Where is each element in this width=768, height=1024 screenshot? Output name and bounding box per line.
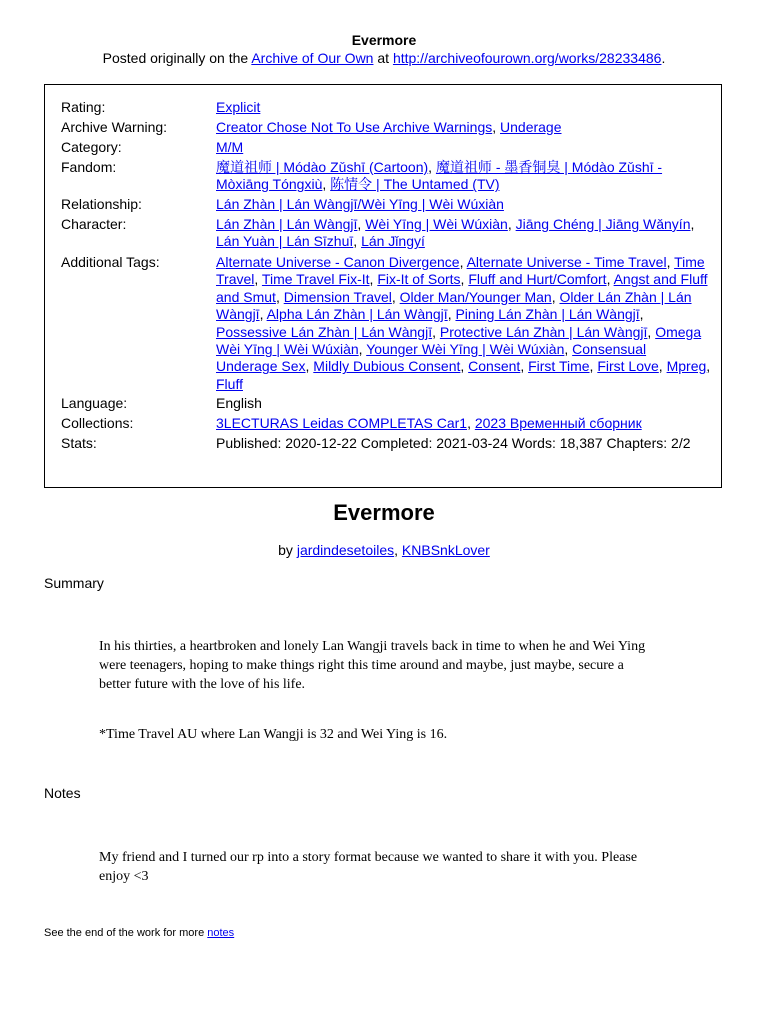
list-separator: , <box>394 542 402 558</box>
end-note <box>44 927 234 939</box>
tag-link[interactable]: Dimension Travel <box>283 288 392 305</box>
tag-link[interactable]: Jiāng Chéng | Jiāng Wǎnyín <box>515 216 691 232</box>
tag-link[interactable]: 魔道祖师 | Módào Zǔshī (Cartoon) <box>216 159 429 175</box>
end-note-text: See the end of the work for more <box>44 927 208 939</box>
list-separator: , <box>639 306 644 323</box>
stats-label: Stats: <box>61 435 97 451</box>
tag-link[interactable]: Older Lán Zhàn | Lán Wàngjī <box>216 288 692 323</box>
tags-label: Additional Tags: <box>61 254 160 270</box>
character-label: Character: <box>61 216 127 232</box>
list-separator: , <box>432 323 440 340</box>
work-metadata-box <box>44 84 722 488</box>
list-separator: , <box>706 358 711 375</box>
tag-link[interactable]: Angst and Fluff and Smut <box>216 271 708 305</box>
tag-link[interactable]: Consent <box>468 358 521 375</box>
category-value <box>216 139 711 156</box>
tag-link[interactable]: 陈情令 | The Untamed (TV) <box>330 176 500 193</box>
warning-label: Archive Warning: <box>61 119 168 135</box>
list-separator: , <box>305 358 314 375</box>
tag-link[interactable]: Older Man/Younger Man <box>399 288 552 305</box>
list-separator: , <box>589 358 598 375</box>
list-separator: , <box>322 176 331 193</box>
tag-link[interactable]: Time Travel <box>216 254 705 288</box>
notes-text <box>99 848 659 886</box>
list-separator: , <box>492 119 501 135</box>
tag-link[interactable]: Protective Lán Zhàn | Lán Wàngjī <box>439 323 648 340</box>
list-separator: , <box>358 341 367 358</box>
tag-link[interactable]: KNBSnkLover <box>401 542 490 558</box>
list-separator: , <box>369 271 378 288</box>
tag-link[interactable]: Wèi Yīng | Wèi Wúxiàn <box>365 216 508 232</box>
list-separator: , <box>254 271 262 288</box>
posted-end: . <box>661 50 666 66</box>
tag-link[interactable]: Creator Chose Not To Use Archive Warnings <box>216 119 493 135</box>
tag-link[interactable]: Lán Zhàn | Lán Wàngjī <box>216 216 358 232</box>
tag-link[interactable]: Explicit <box>216 99 261 115</box>
list-separator: , <box>428 159 436 175</box>
list-separator: , <box>353 233 362 250</box>
list-separator: , <box>391 288 400 305</box>
fandom-label: Fandom: <box>61 159 117 175</box>
collection-values <box>216 415 711 432</box>
warning-values <box>216 119 711 136</box>
posted-prefix: Posted originally on the <box>102 50 252 66</box>
language-label: Language: <box>61 395 128 411</box>
tag-link[interactable]: Omega Wèi Yīng | Wèi Wúxiàn <box>216 323 702 358</box>
tag-link[interactable]: 魔道祖师 - 墨香铜臭 | Módào Zǔshī - Mòxiāng Tóngxiù <box>216 159 663 193</box>
tag-link[interactable]: Alternate Universe - Time Travel <box>466 254 667 270</box>
work-url-link[interactable]: http://archiveofourown.org/works/28233486 <box>392 50 662 66</box>
tag-link[interactable]: Fluff <box>216 375 243 392</box>
category-label: Category: <box>61 139 122 155</box>
character-values <box>216 216 711 251</box>
list-separator: , <box>690 216 695 232</box>
stats-value: Published: 2020-12-22 Completed: 2021-03-24 Words: 18,387 Chapters: 2/2 <box>216 435 691 451</box>
list-separator: , <box>507 216 516 232</box>
tag-link[interactable]: Fluff and Hurt/Comfort <box>468 271 607 288</box>
summary-text <box>99 637 659 744</box>
work-title: Evermore <box>333 500 435 525</box>
tag-link[interactable]: Time Travel Fix-It <box>261 271 370 288</box>
list-separator: , <box>658 358 667 375</box>
tag-link[interactable]: Pining Lán Zhàn | Lán Wàngjī <box>455 306 640 323</box>
list-separator: , <box>259 306 267 323</box>
tag-link[interactable]: Lán Yuàn | Lán Sīzhuī <box>216 233 354 250</box>
tag-link[interactable]: Lán Zhàn | Lán Wàngjī/Wèi Yīng | Wèi Wúxiàn <box>216 196 504 212</box>
tag-link[interactable]: First Love <box>597 358 659 375</box>
tag-link[interactable]: Younger Wèi Yīng | Wèi Wúxiàn <box>366 341 565 358</box>
tag-values <box>216 254 711 393</box>
tag-link[interactable]: 2023 Временный сборник <box>474 415 642 431</box>
list-separator: , <box>460 358 469 375</box>
archive-link[interactable]: Archive of Our Own <box>251 50 374 66</box>
summary-heading: Summary <box>44 575 104 591</box>
tag-link[interactable]: M/M <box>216 139 244 155</box>
list-separator: , <box>459 254 467 270</box>
posted-line <box>0 50 768 66</box>
end-notes-link[interactable]: notes <box>207 927 235 939</box>
list-separator: , <box>460 271 469 288</box>
posted-at: at <box>373 50 393 66</box>
notes-paragraph: My friend and I turned our rp into a story format because we wanted to share it with you. Please enjoy <3 <box>99 850 638 884</box>
tag-link[interactable]: Consensual Underage Sex <box>216 341 647 375</box>
list-separator: , <box>275 288 284 305</box>
tag-link[interactable]: Fix-It of Sorts <box>377 271 461 288</box>
tag-link[interactable]: jardindesetoiles <box>296 542 395 558</box>
tag-link[interactable]: Underage <box>500 119 562 135</box>
tag-link[interactable]: Mpreg <box>666 358 707 375</box>
summary-paragraph: *Time Travel AU where Lan Wangji is 32 and Wei Ying is 16. <box>99 727 448 742</box>
tag-link[interactable]: First Time <box>528 358 590 375</box>
fandom-values <box>216 159 711 194</box>
tag-link[interactable]: Possessive Lán Zhàn | Lán Wàngjī <box>216 323 433 340</box>
collections-label: Collections: <box>61 415 134 431</box>
tag-link[interactable]: Alpha Lán Zhàn | Lán Wàngjī <box>266 306 448 323</box>
list-separator: , <box>520 358 529 375</box>
byline <box>0 542 768 558</box>
relationship-values <box>216 196 711 213</box>
rating-label: Rating: <box>61 99 106 115</box>
list-separator: , <box>606 271 614 288</box>
rating-value <box>216 99 711 116</box>
notes-heading: Notes <box>44 785 81 801</box>
list-separator: , <box>447 306 456 323</box>
list-separator: , <box>647 323 656 340</box>
list-separator: , <box>357 216 366 232</box>
list-separator: , <box>467 415 475 431</box>
relationship-label: Relationship: <box>61 196 142 212</box>
tag-link[interactable]: Mildly Dubious Consent <box>313 358 461 375</box>
list-separator: , <box>551 288 560 305</box>
tag-link[interactable]: 3LECTURAS Leidas COMPLETAS Car1 <box>216 415 468 431</box>
list-separator: , <box>666 254 675 270</box>
document-title: Evermore <box>351 32 417 48</box>
byline-prefix: by <box>278 542 297 558</box>
summary-paragraph: In his thirties, a heartbroken and lonely Lan Wangji travels back in time to when he and Wei Ying were teenagers, hoping to make things right this time around and maybe, just maybe, secure a better future with the love of his life. <box>99 639 646 692</box>
tag-link[interactable]: Lán Jǐngyí <box>361 233 425 250</box>
list-separator: , <box>564 341 573 358</box>
language-value: English <box>216 395 262 411</box>
tag-link[interactable]: Alternate Universe - Canon Divergence <box>216 254 460 270</box>
author-links <box>297 542 490 558</box>
